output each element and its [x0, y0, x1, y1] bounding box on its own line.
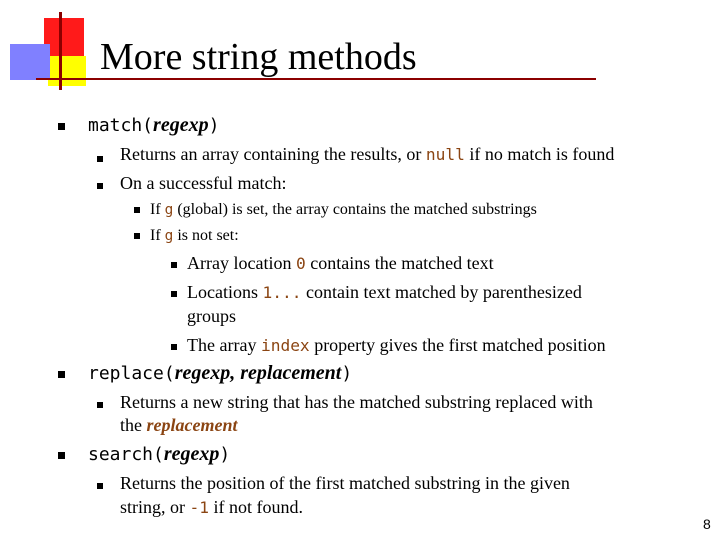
bullet-square-icon — [58, 371, 65, 378]
match-locations-1: Locations 1... contain text matched by parenthesized — [187, 282, 582, 302]
bullet-square-icon — [58, 123, 65, 130]
match-global-set: If g (global) is set, the array contains the matched substrings — [150, 201, 537, 218]
match-index: The array index property gives the first matched position — [187, 335, 606, 355]
decor-yellow-square — [48, 56, 86, 86]
replace-desc: Returns a new string that has the matched substring replaced with — [120, 392, 593, 412]
bullet-square-icon — [97, 156, 103, 162]
match-successful: On a successful match: — [120, 173, 287, 193]
bullet-square-icon — [97, 183, 103, 189]
replace-desc-cont: the replacement — [120, 415, 238, 435]
slide-title: More string methods — [100, 36, 417, 78]
bullet-square-icon — [171, 344, 177, 350]
match-heading: match(regexp) — [88, 114, 220, 136]
bullet-square-icon — [171, 262, 177, 268]
search-desc: Returns the position of the first matched substring in the given — [120, 473, 570, 493]
bullet-square-icon — [58, 452, 65, 459]
bullet-square-icon — [134, 233, 140, 239]
page-number: 8 — [703, 516, 711, 532]
decor-blue-square — [10, 44, 50, 80]
bullet-square-icon — [97, 402, 103, 408]
bullet-square-icon — [97, 483, 103, 489]
search-heading: search(regexp) — [88, 443, 231, 465]
decor-red-square — [44, 18, 84, 58]
bullet-square-icon — [134, 207, 140, 213]
bullet-square-icon — [171, 291, 177, 297]
search-desc-cont: string, or -1 if not found. — [120, 497, 303, 517]
match-returns: Returns an array containing the results, or null if no match is found — [120, 144, 615, 164]
match-locations-1-cont: groups — [187, 306, 236, 326]
match-global-not-set: If g is not set: — [150, 227, 239, 244]
match-location-0: Array location 0 contains the matched text — [187, 253, 494, 273]
replace-heading: replace(regexp, replacement) — [88, 362, 353, 384]
